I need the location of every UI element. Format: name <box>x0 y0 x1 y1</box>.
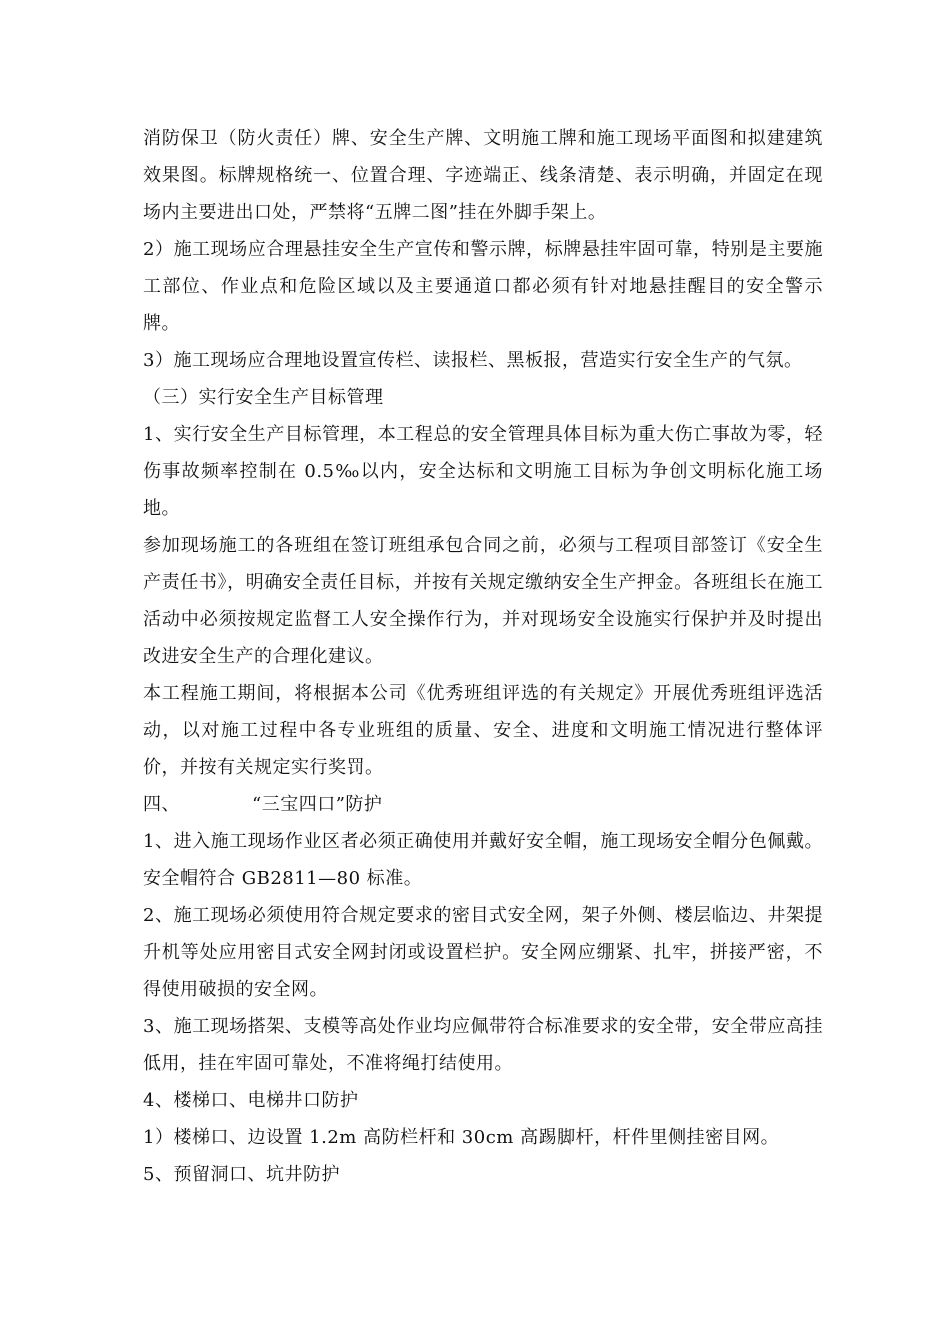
paragraph-stair-railing: 1）楼梯口、边设置 1.2m 高防栏杆和 30cm 高踢脚杆，杆件里侧挂密目网。 <box>143 1127 780 1148</box>
paragraph-warning-signs: 2）施工现场应合理悬挂安全生产宣传和警示牌，标牌悬挂牢固可靠，特别是主要施工部位、作业点和危险区域以及主要通道口都必须有针对地悬挂醒目的安全警示牌。 <box>143 239 823 334</box>
section-heading-four <box>143 786 823 823</box>
paragraph-bulletin-boards: 3）施工现场应合理地设置宣传栏、读报栏、黑板报，营造实行安全生产的气氛。 <box>143 350 803 371</box>
paragraph-helmets: 1、进入施工现场作业区者必须正确使用并戴好安全帽，施工现场安全帽分色佩戴。安全帽符合 GB2811—80 标准。 <box>143 831 823 889</box>
section-four-title: “三宝四口”防护 <box>252 794 383 815</box>
paragraph-safety-belt: 3、施工现场搭架、支模等高处作业均应佩带符合标准要求的安全带，安全带应高挂低用，挂在牢固可靠处，不准将绳打结使用。 <box>143 1016 823 1074</box>
paragraph-signage: 消防保卫（防火责任）牌、安全生产牌、文明施工牌和施工现场平面图和拟建建筑效果图。标牌规格统一、位置合理、字迹端正、线条清楚、表示明确，并固定在现场内主要进出口处，严禁将“五牌二图”挂在外脚手架上。 <box>143 128 823 223</box>
paragraph-openings-heading: 5、预留洞口、坑井防护 <box>143 1164 340 1185</box>
paragraph-team-evaluation: 本工程施工期间，将根据本公司《优秀班组评选的有关规定》开展优秀班组评选活动，以对施工过程中各专业班组的质量、安全、进度和文明施工情况进行整体评价，并按有关规定实行奖罚。 <box>143 683 823 778</box>
paragraph-team-responsibility: 参加现场施工的各班组在签订班组承包合同之前，必须与工程项目部签订《安全生产责任书》，明确安全责任目标，并按有关规定缴纳安全生产押金。各班组长在施工活动中必须按规定监督工人安全操作行为，并对现场安全设施实行保护并及时提出改进安全生产的合理化建议。 <box>143 535 823 667</box>
document-body <box>143 120 823 1193</box>
paragraph-safety-net: 2、施工现场必须使用符合规定要求的密目式安全网，架子外侧、楼层临边、井架提升机等处应用密目式安全网封闭或设置栏护。安全网应绷紧、扎牢，拼接严密，不得使用破损的安全网。 <box>143 905 823 1000</box>
paragraph-safety-targets: 1、实行安全生产目标管理，本工程总的安全管理具体目标为重大伤亡事故为零，轻伤事故频率控制在 0.5‰以内，安全达标和文明施工目标为争创文明标化施工场地。 <box>143 424 823 519</box>
section-four-number: 四、 <box>143 794 180 815</box>
paragraph-stair-elevator-heading: 4、楼梯口、电梯井口防护 <box>143 1090 359 1111</box>
section-heading-target-management: （三）实行安全生产目标管理 <box>143 387 384 408</box>
